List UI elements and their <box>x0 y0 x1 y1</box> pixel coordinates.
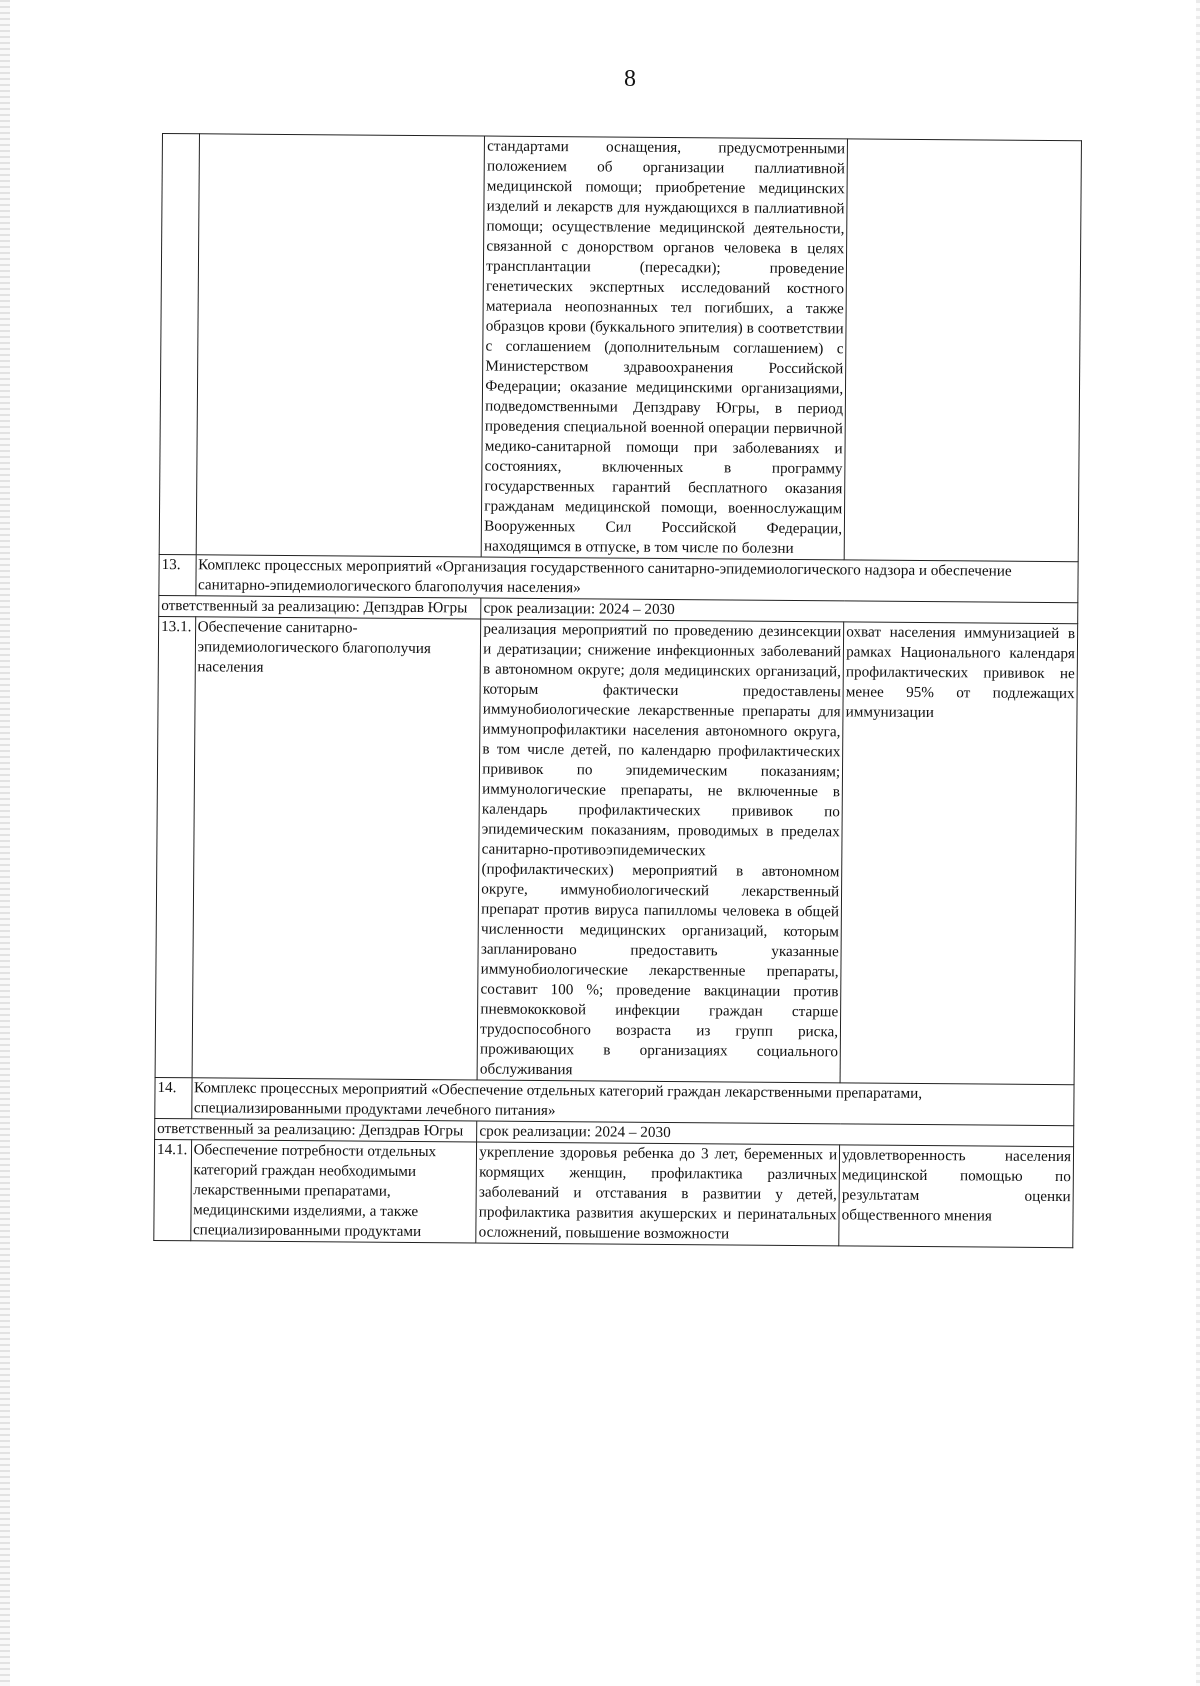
section-title: Комплекс процессных мероприятий «Организация государственного санитарно-эпидемиологического надзора и обеспечение санитарно-эпидемиологического благополучия населения» <box>195 555 1078 603</box>
table-row <box>154 1139 1074 1247</box>
section-header-row <box>155 1077 1074 1125</box>
program-table <box>153 133 1082 1248</box>
number-cell <box>159 134 199 555</box>
item-number: 13.1. <box>155 616 195 1077</box>
section-title: Комплекс процессных мероприятий «Обеспечение отдельных категорий граждан лекарственными препаратами, специализированными продуктами лечебного питания» <box>191 1078 1074 1126</box>
item-name: Обеспечение потребности отдельных категорий граждан необходимыми лекарственными препаратами, медицинскими изделиями, а также специализированными продуктами <box>190 1140 476 1243</box>
table-row <box>155 616 1078 1084</box>
section-header-row <box>159 554 1078 602</box>
item-indicator: охват населения иммунизацией в рамках Национального календаря профилактических прививок не менее 95% от подлежащих иммунизации <box>840 622 1077 1085</box>
scan-edge-left <box>0 0 10 1686</box>
table-row <box>159 134 1081 562</box>
name-cell <box>196 134 485 557</box>
responsible-cell: ответственный за реализацию: Депздрав Югры <box>159 595 481 619</box>
responsible-cell: ответственный за реализацию: Депздрав Югры <box>155 1118 477 1142</box>
section-number: 13. <box>159 554 196 595</box>
term-cell: срок реализации: 2024 – 2030 <box>477 1121 1074 1147</box>
section-number: 14. <box>155 1077 192 1118</box>
scan-edge-right <box>1196 0 1200 1686</box>
tasks-cell: стандартами оснащения, предусмотренными положением об организации паллиативной медицинской помощи; приобретение медицинских изделий и лекарств для нуждающихся в паллиативной помощи; осуществление медицинской деятельности, связанной с донорством органов человека в целях трансплантации (пересадки); проведение генетических экспертных исследований костного материала неопознанных тел погибших, а также образцов крови (буккального эпителия) в соответствии с соглашением (дополнительным соглашением) с Министерством здравоохранения Российской Федерации; оказание медицинскими организациями, подведомственными Депздраву Югры, в период проведения специальной военной операции первичной медико-санитарной помощи при заболеваниях и состояниях, включенных в программу государственных гарантий бесплатного оказания гражданам медицинской помощи, военнослужащим Вооруженных Сил Российской Федерации, находящимся в отпуске, в том числе по болезни <box>481 136 847 560</box>
item-tasks: укрепление здоровья ребенка до 3 лет, беременных и кормящих женщин, профилактика различных заболеваний и отставания в развитии у детей, профилактика развития акушерских и перинатальных осложнений, повышение возможности <box>476 1142 840 1246</box>
term-cell: срок реализации: 2024 – 2030 <box>481 598 1078 624</box>
item-name: Обеспечение санитарно-эпидемиологического благополучия населения <box>192 617 481 1080</box>
item-number: 14.1. <box>154 1139 191 1240</box>
item-tasks: реализация мероприятий по проведению дезинсекции и дератизации; снижение инфекционных заболеваний в автономном округе; доля медицинских организаций, которым фактически предоставлены иммунобиологические лекарственные препараты для иммунопрофилактики населения автономного округа, в том числе детей, по календарю профилактических прививок по эпидемическим показаниям; иммунологические препараты, не включенные в календарь профилактических прививок по эпидемическим показаниям, проводимых в пределах санитарно-противоэпидемических (профилактических) мероприятий в автономном округе, иммунобиологический лекарственный препарат против вируса папилломы человека в общей численности медицинских организаций, которым запланировано предоставить указанные иммунобиологические лекарственные препараты, составит 100 %; проведение вакцинации против пневмококковой инфекции граждан старше трудоспособного возраста из групп риска, проживающих в организациях социального обслуживания <box>477 619 844 1083</box>
item-indicator: удовлетворенность населения медицинской помощью по результатам оценки общественного мнения <box>839 1145 1074 1248</box>
indicator-cell <box>844 139 1081 562</box>
page-number: 8 <box>624 66 636 92</box>
